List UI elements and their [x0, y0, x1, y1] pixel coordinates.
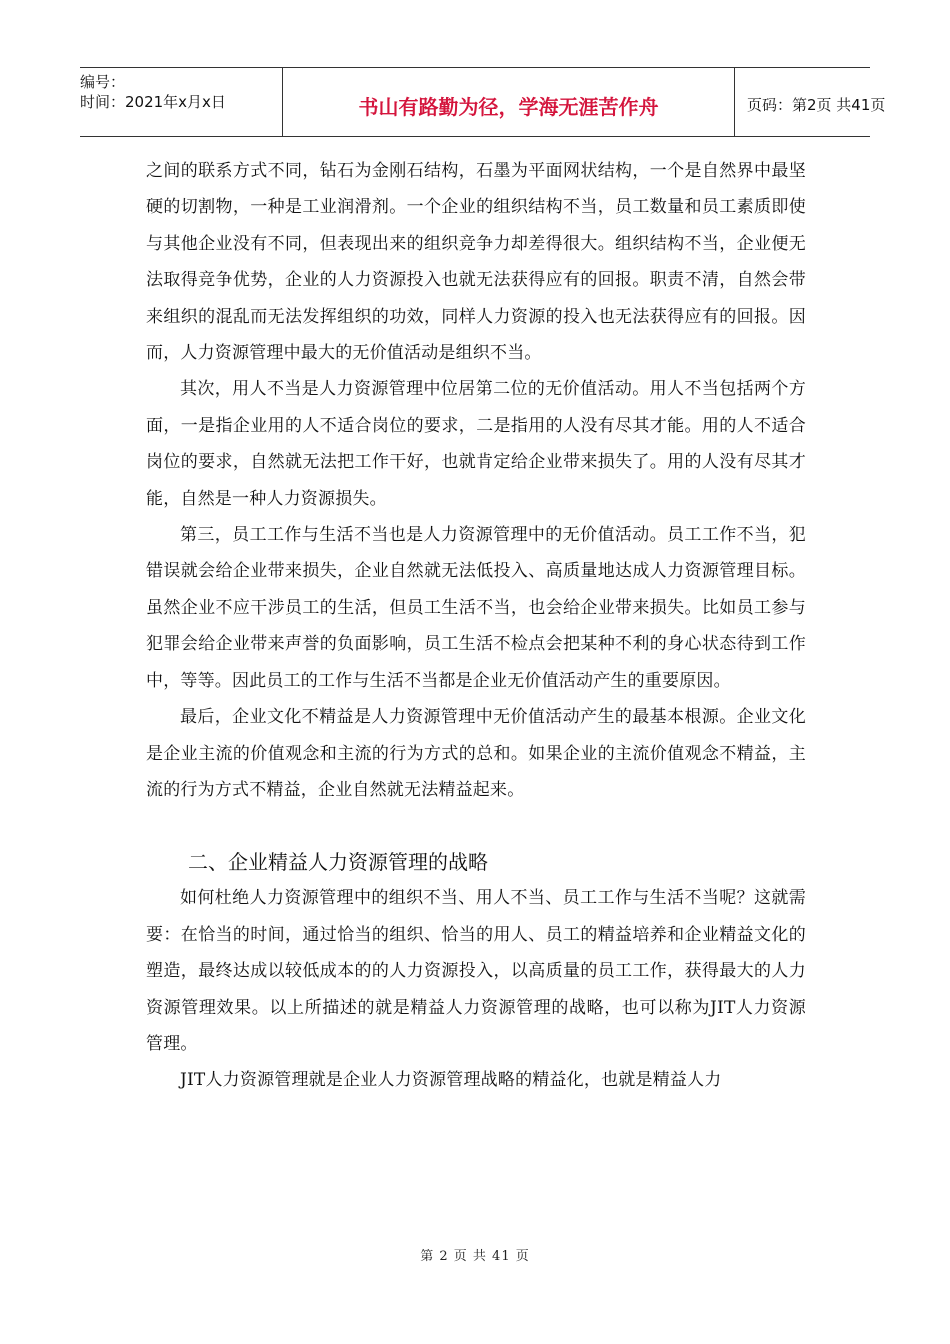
- document-body: [146, 153, 806, 1099]
- page-header: [80, 67, 886, 137]
- header-motto: 书山有路勤为径，学海无涯苦作舟: [283, 68, 735, 136]
- paragraph-third: 第三，员工工作与生活不当也是人力资源管理中的无价值活动。员工工作不当，犯错误就会给企业带来损失，企业自然就无法低投入、高质量地达成人力资源管理目标。虽然企业不应干涉员工的生活，但员工生活不当，也会给企业带来损失。比如员工参与犯罪会给企业带来声誉的负面影响，员工生活不检点会把某种不利的身心状态待到工作中，等等。因此员工的工作与生活不当都是企业无价值活动产生的重要原因。: [146, 525, 806, 691]
- header-page-label: 页码：第2页 共41页: [747, 95, 886, 114]
- document-number-label: 编号：: [80, 73, 126, 91]
- document-date-label: 时间：2021年x月x日: [80, 93, 226, 111]
- section-heading: 二、企业精益人力资源管理的战略: [188, 850, 488, 875]
- paragraph-strategy: 如何杜绝人力资源管理中的组织不当、用人不当、员工工作与生活不当呢？这就需要：在恰当的时间，通过恰当的组织、恰当的用人、员工的精益培养和企业精益文化的塑造，最终达成以较低成本的的人力资源投入，以高质量的员工工作，获得最大的人力资源管理效果。以上所描述的就是精益人力资源管理的战略，也可以称为JIT人力资源管理。: [146, 888, 806, 1054]
- paragraph-last: 最后，企业文化不精益是人力资源管理中无价值活动产生的最基本根源。企业文化是企业主流的价值观念和主流的行为方式的总和。如果企业的主流价值观念不精益，主流的行为方式不精益，企业自然就无法精益起来。: [146, 707, 806, 800]
- paragraph-second: 其次，用人不当是人力资源管理中位居第二位的无价值活动。用人不当包括两个方面，一是指企业用的人不适合岗位的要求，二是指用的人没有尽其才能。用的人不适合岗位的要求，自然就无法把工作干好，也就肯定给企业带来损失了。用的人没有尽其才能，自然是一种人力资源损失。: [146, 379, 806, 509]
- section-spacer: [146, 808, 806, 844]
- page-footer: 第 2 页 共 41 页: [420, 1249, 530, 1264]
- header-meta: [80, 68, 283, 136]
- paragraph-jit: JIT人力资源管理就是企业人力资源管理战略的精益化，也就是精益人力: [180, 1070, 722, 1091]
- paragraph-continuation: 之间的联系方式不同，钻石为金刚石结构，石墨为平面网状结构，一个是自然界中最坚硬的切割物，一种是工业润滑剂。一个企业的组织结构不当，员工数量和员工素质即使与其他企业没有不同，但表现出来的组织竞争力却差得很大。组织结构不当，企业便无法取得竞争优势，企业的人力资源投入也就无法获得应有的回报。职责不清，自然会带来组织的混乱而无法发挥组织的功效，同样人力资源的投入也无法获得应有的回报。因而，人力资源管理中最大的无价值活动是组织不当。: [146, 161, 806, 364]
